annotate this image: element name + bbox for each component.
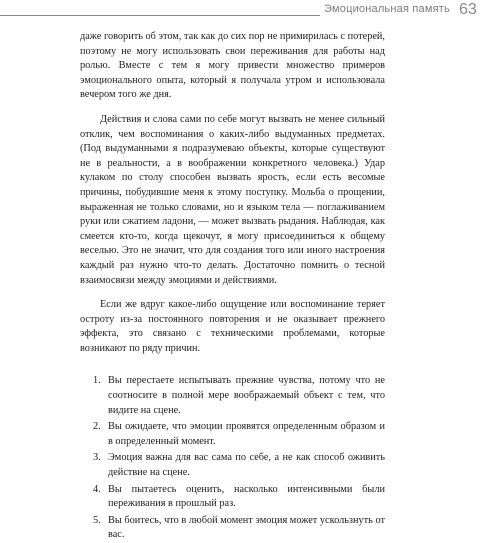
list-item	[80, 514, 385, 543]
list-item	[80, 451, 385, 480]
reasons-list	[80, 374, 385, 543]
page-number: 63	[459, 1, 477, 18]
list-item-number: 2.	[93, 421, 101, 433]
paragraph-technical-problems: Если же вдруг какое-либо ощущение или воспоминание теряет остроту из-за постоянного повторения и не оказывает прежнего эффекта, это связано с техническими проблемами, которые возникают по ряду причин.	[80, 299, 385, 354]
list-item	[80, 420, 385, 449]
body-text	[80, 30, 385, 543]
running-header	[0, 0, 500, 24]
list-item	[80, 483, 385, 512]
list-item-number: 3.	[93, 452, 101, 464]
list-item-text: Вы ожидаете, что эмоции проявятся определенным образом и в определенный момент.	[108, 421, 385, 447]
list-item-number: 1.	[93, 375, 101, 387]
list-item-text: Вы пытаетесь оценить, насколько интенсивными были переживания в прошлый раз.	[108, 483, 385, 510]
list-item-text: Вы боитесь, что в любой момент эмоция может ускользнуть от вас.	[108, 514, 385, 541]
list-item-number: 4.	[93, 483, 101, 495]
list-item-text: Вы перестаете испытывать прежние чувства, потому что не соотносите в полной мере воображаемый объект с тем, что видите на сцене.	[108, 375, 385, 416]
paragraph-continuation: даже говорить об этом, так как до сих пор не примирилась с потерей, поэтому не могу использовать свои переживания для работы над ролью. Вместе с тем я могу привести множество примеров эмоционального опыта, который я получала утром и использовала вечером того же дня.	[80, 31, 385, 101]
list-item-number: 5.	[93, 514, 101, 526]
chapter-title: Эмоциональная память	[320, 2, 468, 16]
list-item-text: Эмоция важна для вас сама по себе, а не как способ оживить действие на сцене.	[108, 452, 385, 479]
paragraph-actions-and-words: Действия и слова сами по себе могут вызвать не менее сильный отклик, чем воспоминания о каких-либо выдуманных предметах. (Под выдуманными я подразумеваю объекты, которые существуют не в реальности, а в воображении конкретного человека.) Удар кулаком по столу способен вызвать ярость, если есть весомые причины, побудившие меня к этому поступку. Мольба о прощении, выраженная не только словами, но и языком тела — поглаживанием руки или сжатием ладони, — может вызвать рыдания. Наблюдая, как смеется кто-то, когда щекочут, я могу присоединиться к общему веселью. Это не значит, что для создания того или иного настроения каждый раз нужно что-то делать. Достаточно помнить о тесной взаимосвязи между эмоциями и действиями.	[80, 113, 385, 286]
list-item	[80, 374, 385, 418]
